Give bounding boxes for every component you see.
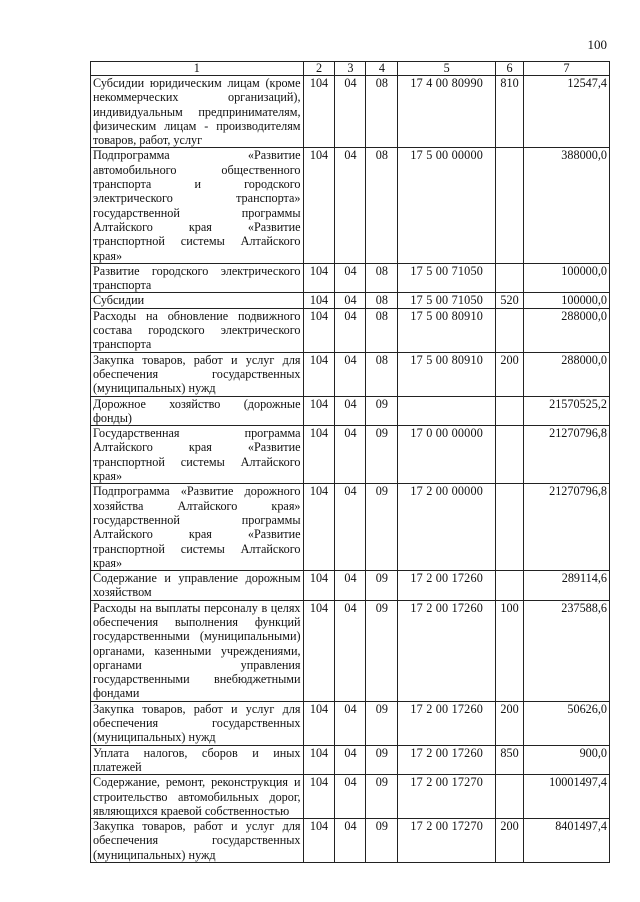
row-name-cell: Содержание, ремонт, реконструкция и строительство автомобильных дорог, являющихся краевой собственностью — [91, 775, 304, 819]
header-col-3: 3 — [335, 62, 366, 76]
row-expense-type-cell: 200 — [496, 819, 524, 863]
row-ministry-cell: 104 — [303, 600, 335, 701]
row-subsection-cell: 08 — [366, 308, 398, 352]
table-row — [91, 263, 610, 293]
row-name-cell: Государственная программа Алтайского края «Развитие транспортной системы Алтайского края» — [91, 426, 304, 484]
row-target-code-cell — [398, 396, 496, 426]
table-row — [91, 76, 610, 148]
row-section-cell: 04 — [335, 396, 366, 426]
row-name-cell: Закупка товаров, работ и услуг для обеспечения государственных (муниципальных) нужд — [91, 819, 304, 863]
budget-table — [90, 61, 610, 863]
row-section-cell: 04 — [335, 76, 366, 148]
table-row — [91, 308, 610, 352]
row-ministry-cell: 104 — [303, 352, 335, 396]
row-section-cell: 04 — [335, 308, 366, 352]
row-section-cell: 04 — [335, 571, 366, 601]
row-ministry-cell: 104 — [303, 701, 335, 745]
row-subsection-cell: 09 — [366, 819, 398, 863]
row-expense-type-cell: 200 — [496, 352, 524, 396]
row-subsection-cell: 09 — [366, 484, 398, 571]
header-col-5: 5 — [398, 62, 496, 76]
row-ministry-cell: 104 — [303, 263, 335, 293]
table-row — [91, 396, 610, 426]
row-amount-cell: 388000,0 — [524, 148, 610, 263]
row-amount-cell: 288000,0 — [524, 308, 610, 352]
row-amount-cell: 100000,0 — [524, 263, 610, 293]
row-target-code-cell: 17 5 00 80910 — [398, 308, 496, 352]
header-col-6: 6 — [496, 62, 524, 76]
row-target-code-cell: 17 5 00 71050 — [398, 263, 496, 293]
row-expense-type-cell — [496, 775, 524, 819]
page-number: 100 — [587, 37, 607, 52]
row-target-code-cell: 17 2 00 00000 — [398, 484, 496, 571]
row-expense-type-cell: 810 — [496, 76, 524, 148]
row-subsection-cell: 08 — [366, 293, 398, 308]
row-expense-type-cell — [496, 484, 524, 571]
row-amount-cell: 12547,4 — [524, 76, 610, 148]
table-row — [91, 484, 610, 571]
row-subsection-cell: 09 — [366, 701, 398, 745]
row-expense-type-cell — [496, 263, 524, 293]
row-expense-type-cell: 850 — [496, 745, 524, 775]
row-ministry-cell: 104 — [303, 426, 335, 484]
row-expense-type-cell: 520 — [496, 293, 524, 308]
row-target-code-cell: 17 2 00 17270 — [398, 775, 496, 819]
row-subsection-cell: 08 — [366, 148, 398, 263]
row-expense-type-cell — [496, 396, 524, 426]
row-target-code-cell: 17 2 00 17260 — [398, 701, 496, 745]
row-expense-type-cell — [496, 571, 524, 601]
row-amount-cell: 237588,6 — [524, 600, 610, 701]
row-target-code-cell: 17 2 00 17270 — [398, 819, 496, 863]
row-name-cell: Развитие городского электрического транспорта — [91, 263, 304, 293]
row-name-cell: Закупка товаров, работ и услуг для обеспечения государственных (муниципальных) нужд — [91, 701, 304, 745]
row-amount-cell: 8401497,4 — [524, 819, 610, 863]
row-amount-cell: 21270796,8 — [524, 426, 610, 484]
table-row — [91, 148, 610, 263]
row-target-code-cell: 17 0 00 00000 — [398, 426, 496, 484]
row-section-cell: 04 — [335, 263, 366, 293]
header-col-7: 7 — [524, 62, 610, 76]
row-name-cell: Подпрограмма «Развитие дорожного хозяйства Алтайского края» государственной программы Алтайского края «Развитие транспортной системы Алтайского края» — [91, 484, 304, 571]
row-ministry-cell: 104 — [303, 819, 335, 863]
row-section-cell: 04 — [335, 484, 366, 571]
row-name-cell: Уплата налогов, сборов и иных платежей — [91, 745, 304, 775]
row-subsection-cell: 08 — [366, 352, 398, 396]
header-col-2: 2 — [303, 62, 335, 76]
row-section-cell: 04 — [335, 745, 366, 775]
row-subsection-cell: 09 — [366, 775, 398, 819]
table-row — [91, 600, 610, 701]
row-ministry-cell: 104 — [303, 484, 335, 571]
row-subsection-cell: 08 — [366, 263, 398, 293]
row-amount-cell: 100000,0 — [524, 293, 610, 308]
row-section-cell: 04 — [335, 701, 366, 745]
header-col-4: 4 — [366, 62, 398, 76]
row-subsection-cell: 08 — [366, 76, 398, 148]
table-row — [91, 819, 610, 863]
row-target-code-cell: 17 4 00 80990 — [398, 76, 496, 148]
row-section-cell: 04 — [335, 600, 366, 701]
row-amount-cell: 900,0 — [524, 745, 610, 775]
row-expense-type-cell: 100 — [496, 600, 524, 701]
row-amount-cell: 21270796,8 — [524, 484, 610, 571]
row-section-cell: 04 — [335, 293, 366, 308]
row-ministry-cell: 104 — [303, 148, 335, 263]
row-target-code-cell: 17 2 00 17260 — [398, 600, 496, 701]
table-row — [91, 352, 610, 396]
row-ministry-cell: 104 — [303, 396, 335, 426]
row-expense-type-cell — [496, 148, 524, 263]
table-header-row — [91, 62, 610, 76]
row-section-cell: 04 — [335, 819, 366, 863]
row-subsection-cell: 09 — [366, 571, 398, 601]
row-name-cell: Субсидии — [91, 293, 304, 308]
header-col-1: 1 — [91, 62, 304, 76]
row-target-code-cell: 17 5 00 71050 — [398, 293, 496, 308]
row-ministry-cell: 104 — [303, 745, 335, 775]
row-name-cell: Содержание и управление дорожным хозяйством — [91, 571, 304, 601]
table-row — [91, 426, 610, 484]
row-target-code-cell: 17 2 00 17260 — [398, 745, 496, 775]
row-subsection-cell: 09 — [366, 396, 398, 426]
row-name-cell: Подпрограмма «Развитие автомобильного общественного транспорта и городского электрического транспорта» государственной программы Алтайского края «Развитие транспортной системы Алтайского края» — [91, 148, 304, 263]
row-section-cell: 04 — [335, 352, 366, 396]
table-row — [91, 571, 610, 601]
row-target-code-cell: 17 5 00 00000 — [398, 148, 496, 263]
row-amount-cell: 289114,6 — [524, 571, 610, 601]
row-ministry-cell: 104 — [303, 76, 335, 148]
row-section-cell: 04 — [335, 775, 366, 819]
row-section-cell: 04 — [335, 148, 366, 263]
row-ministry-cell: 104 — [303, 293, 335, 308]
table-row — [91, 745, 610, 775]
row-name-cell: Субсидии юридическим лицам (кроме некоммерческих организаций), индивидуальным предпринимателям, физическим лицам - производителям товаров, работ, услуг — [91, 76, 304, 148]
table-row — [91, 701, 610, 745]
row-subsection-cell: 09 — [366, 600, 398, 701]
row-amount-cell: 10001497,4 — [524, 775, 610, 819]
row-name-cell: Расходы на обновление подвижного состава городского электрического транспорта — [91, 308, 304, 352]
row-target-code-cell: 17 2 00 17260 — [398, 571, 496, 601]
row-name-cell: Закупка товаров, работ и услуг для обеспечения государственных (муниципальных) нужд — [91, 352, 304, 396]
row-section-cell: 04 — [335, 426, 366, 484]
row-expense-type-cell — [496, 308, 524, 352]
row-subsection-cell: 09 — [366, 426, 398, 484]
row-name-cell: Расходы на выплаты персоналу в целях обеспечения выполнения функций государственными (муниципальными) органами, казенными учреждениями, органами управления государственными внебюджетными фондами — [91, 600, 304, 701]
row-ministry-cell: 104 — [303, 571, 335, 601]
table-body — [91, 76, 610, 863]
row-expense-type-cell: 200 — [496, 701, 524, 745]
row-name-cell: Дорожное хозяйство (дорожные фонды) — [91, 396, 304, 426]
row-amount-cell: 21570525,2 — [524, 396, 610, 426]
row-amount-cell: 50626,0 — [524, 701, 610, 745]
row-ministry-cell: 104 — [303, 308, 335, 352]
row-amount-cell: 288000,0 — [524, 352, 610, 396]
row-expense-type-cell — [496, 426, 524, 484]
row-ministry-cell: 104 — [303, 775, 335, 819]
row-subsection-cell: 09 — [366, 745, 398, 775]
row-target-code-cell: 17 5 00 80910 — [398, 352, 496, 396]
table-row — [91, 775, 610, 819]
table-row — [91, 293, 610, 308]
